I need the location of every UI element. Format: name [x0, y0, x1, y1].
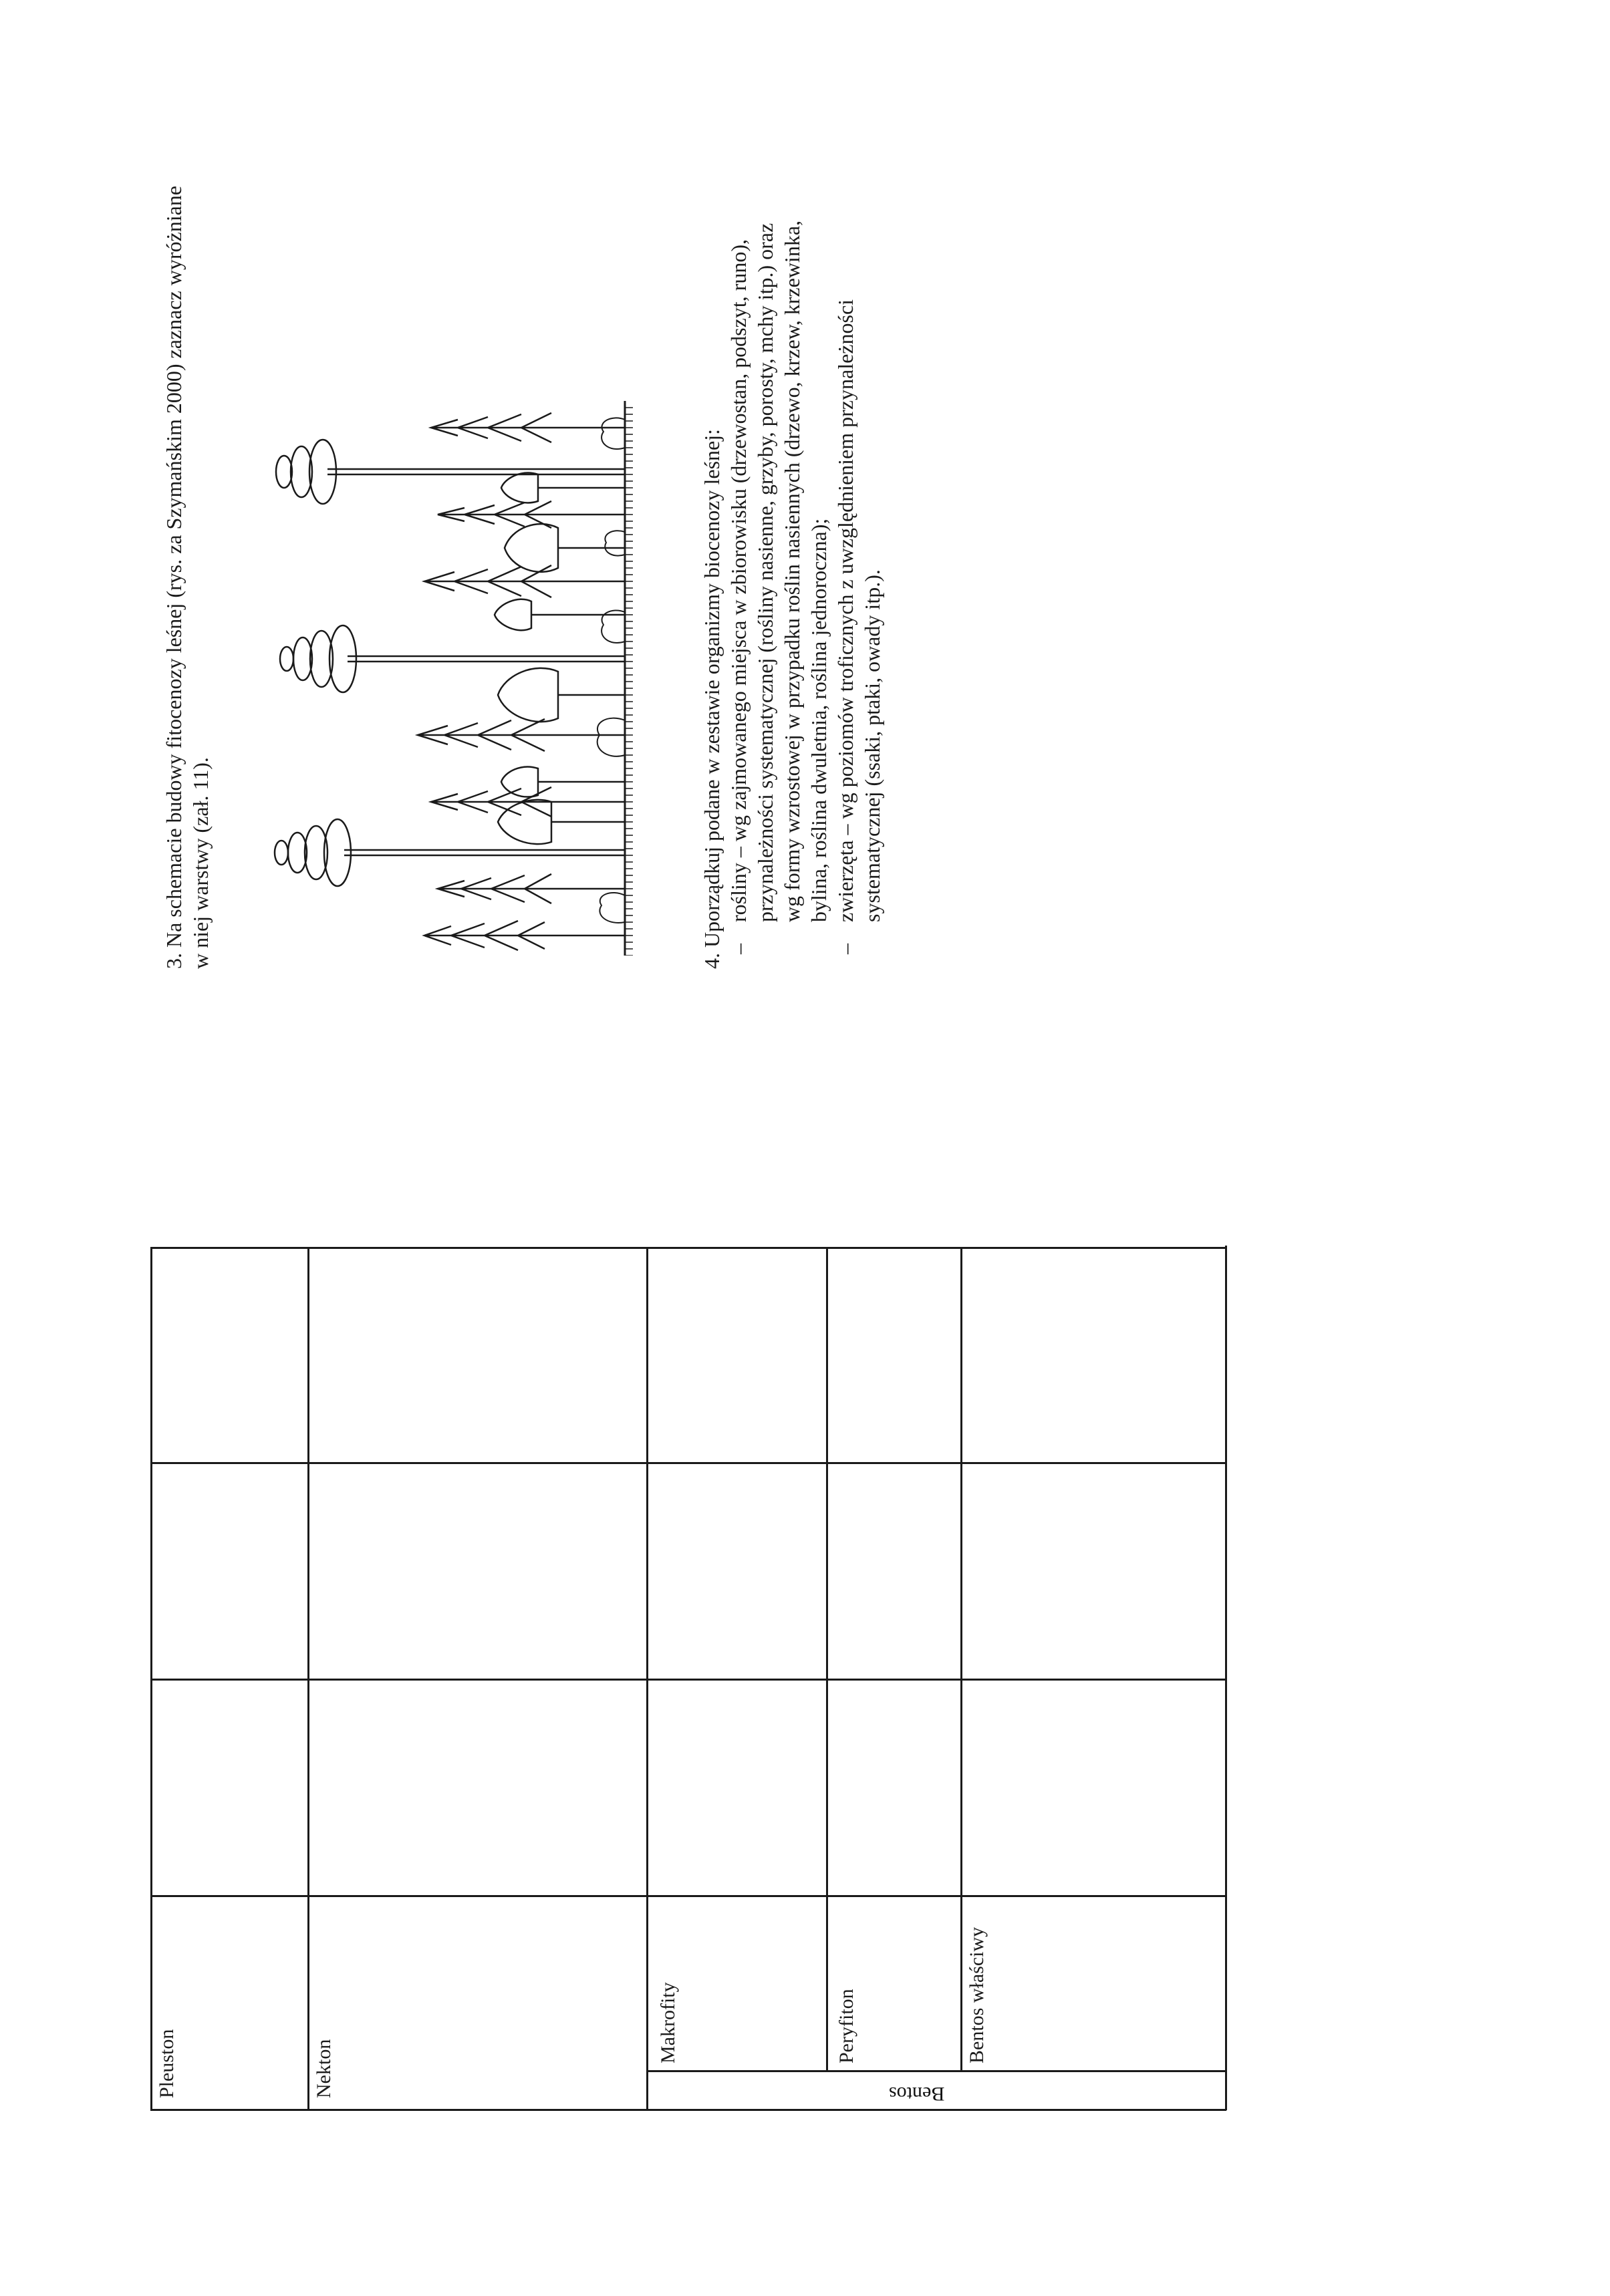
table-border-top [150, 1247, 1226, 1249]
forest-phytocenosis-illustration [264, 401, 635, 956]
row-label-nekton: Nekton [313, 2039, 335, 2098]
table-border-right [1225, 1246, 1227, 2110]
task-4-bullet-1-line-2: przynależności systematycznej (rośliny nasienne, grzyby, porosty, mchy itp.) oraz [753, 223, 777, 922]
broadleaf-shrubs [495, 473, 625, 844]
task-4-intro: 4. Uporządkuj podane w zestawie organizmy biocenozy leśnej: [700, 428, 724, 969]
row-label-bentos-wlasciwy: Bentos właściwy [966, 1926, 988, 2063]
tall-tree-3 [276, 440, 625, 504]
ground-hatching [625, 408, 633, 956]
herb-layer [597, 418, 625, 923]
task-4-bullet-1-line-4: bylina, roślina dwuletnia, roślina jednoroczna); [807, 518, 831, 922]
table-col-divider [150, 1679, 1226, 1681]
task-3-text [160, 186, 214, 969]
task-3-line-1: 3. Na schemacie budowy fitocenozy leśnej (rys. za Szymańskim 2000) zaznacz wyróżniane [162, 186, 186, 969]
task-4-bullet-2 [832, 221, 859, 969]
task-4-bullet-2-line-2: systematycznej (ssaki, ptaki, owady itp.). [860, 569, 884, 922]
bentos-group-divider [646, 2070, 1226, 2072]
table-col-divider [150, 1895, 1226, 1897]
task-4-bullet-1 [725, 221, 752, 969]
bullet-dash: – [726, 944, 751, 954]
table-border-bottom [150, 2109, 1226, 2111]
task-4-bullet-1-line-3: wg formy wzrostowej w przypadku roślin nasiennych (drzewo, krzew, krzewinka, [780, 220, 804, 922]
task-4-bullet-2-line-1: zwierzęta – wg poziomów troficznych z uwzględnieniem przynależności [833, 299, 857, 922]
task-4-bullet-1-line-1: rośliny – wg zajmowanego miejsca w zbiorowisku (drzewostan, podszyt, runo), [726, 239, 751, 922]
table-row-divider [960, 1247, 962, 2070]
bullet-dash: – [833, 944, 857, 954]
conifer-trees [418, 413, 625, 950]
row-label-makrofity: Makrofity [657, 1982, 679, 2063]
tall-tree-2 [280, 625, 625, 692]
table-col-divider [150, 1462, 1226, 1464]
tall-tree-1 [275, 819, 625, 886]
task-4-text [698, 221, 886, 969]
row-label-peryfiton: Peryfiton [835, 1989, 857, 2063]
row-label-pleuston: Pleuston [156, 2029, 178, 2098]
group-label-bentos: Bentos [889, 2083, 945, 2105]
task-3-line-2: w niej warstwy (zał. 11). [188, 757, 213, 969]
table-row-divider [826, 1247, 828, 2070]
